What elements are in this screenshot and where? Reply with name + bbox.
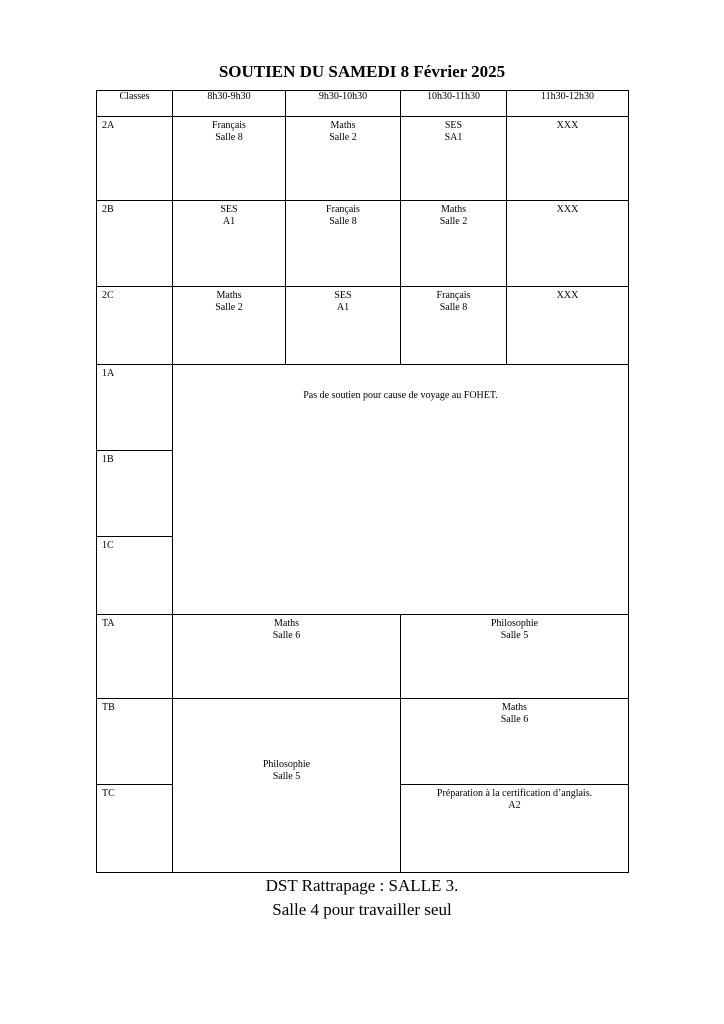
class-label-1b: 1B xyxy=(97,451,173,537)
room: Salle 2 xyxy=(439,216,468,227)
subject: Préparation à la certification d’anglais. xyxy=(436,788,593,799)
subject: SES xyxy=(444,120,463,131)
room: A2 xyxy=(508,800,521,811)
table-row xyxy=(97,699,629,785)
cell-2b-slot1 xyxy=(173,201,286,287)
room: SA1 xyxy=(444,132,463,143)
room: Salle 2 xyxy=(329,132,357,143)
cell-2c-slot4: XXX xyxy=(507,287,629,365)
cell-2c-slot2 xyxy=(286,287,401,365)
room: Salle 6 xyxy=(272,630,301,641)
cell-2a-slot4: XXX xyxy=(507,117,629,201)
table-row xyxy=(97,117,629,201)
cell-2b-slot3 xyxy=(401,201,507,287)
table-row xyxy=(97,365,629,451)
class-label-ta: TA xyxy=(97,615,173,699)
header-slot-3: 10h30-11h30 xyxy=(401,91,507,117)
cell-ta-right xyxy=(401,615,629,699)
cell-tc-right xyxy=(401,785,629,873)
subject: Philosophie xyxy=(262,759,311,770)
class-label-2b: 2B xyxy=(97,201,173,287)
room: Salle 2 xyxy=(215,302,243,313)
header-row xyxy=(97,91,629,117)
room: Salle 5 xyxy=(500,630,529,641)
cell-2c-slot1 xyxy=(173,287,286,365)
room: Salle 8 xyxy=(329,216,357,227)
room: Salle 6 xyxy=(500,714,529,725)
footer-line-1: DST Rattrapage : SALLE 3. xyxy=(265,876,459,895)
class-label-1a: 1A xyxy=(97,365,173,451)
room: A1 xyxy=(336,302,350,313)
cell-2b-slot2 xyxy=(286,201,401,287)
room: Salle 8 xyxy=(215,132,243,143)
subject: Maths xyxy=(216,290,242,301)
subject: Maths xyxy=(441,204,466,215)
class-label-tb: TB xyxy=(97,699,173,785)
premiere-note: Pas de soutien pour cause de voyage au FOHET. xyxy=(173,365,629,615)
cell-2c-slot3 xyxy=(401,287,507,365)
class-label-tc: TC xyxy=(97,785,173,873)
table-row xyxy=(97,201,629,287)
table-row xyxy=(97,287,629,365)
header-slot-2: 9h30-10h30 xyxy=(286,91,401,117)
cell-2b-slot4: XXX xyxy=(507,201,629,287)
footer-line-2: Salle 4 pour travailler seul xyxy=(272,900,452,919)
header-classes: Classes xyxy=(97,91,173,117)
cell-2a-slot2 xyxy=(286,117,401,201)
subject: Maths xyxy=(330,120,356,131)
class-label-2c: 2C xyxy=(97,287,173,365)
subject: Français xyxy=(436,290,471,301)
schedule-table xyxy=(96,90,629,873)
cell-tb-right xyxy=(401,699,629,785)
room: A1 xyxy=(222,216,236,227)
cell-ta-left xyxy=(173,615,401,699)
subject: Philosophie xyxy=(490,618,539,629)
room: Salle 8 xyxy=(439,302,468,313)
subject: SES xyxy=(220,204,238,215)
cell-tb-tc-left xyxy=(173,699,401,873)
subject: Maths xyxy=(502,702,527,713)
subject: Français xyxy=(326,204,360,215)
table-row xyxy=(97,615,629,699)
header-slot-4: 11h30-12h30 xyxy=(507,91,629,117)
cell-2a-slot3 xyxy=(401,117,507,201)
subject: Français xyxy=(212,120,246,131)
cell-2a-slot1 xyxy=(173,117,286,201)
subject: Maths xyxy=(274,618,299,629)
subject: SES xyxy=(334,290,352,301)
page-title: SOUTIEN DU SAMEDI 8 Février 2025 xyxy=(218,62,506,81)
header-slot-1: 8h30-9h30 xyxy=(173,91,286,117)
class-label-2a: 2A xyxy=(97,117,173,201)
room: Salle 5 xyxy=(272,771,301,782)
class-label-1c: 1C xyxy=(97,537,173,615)
